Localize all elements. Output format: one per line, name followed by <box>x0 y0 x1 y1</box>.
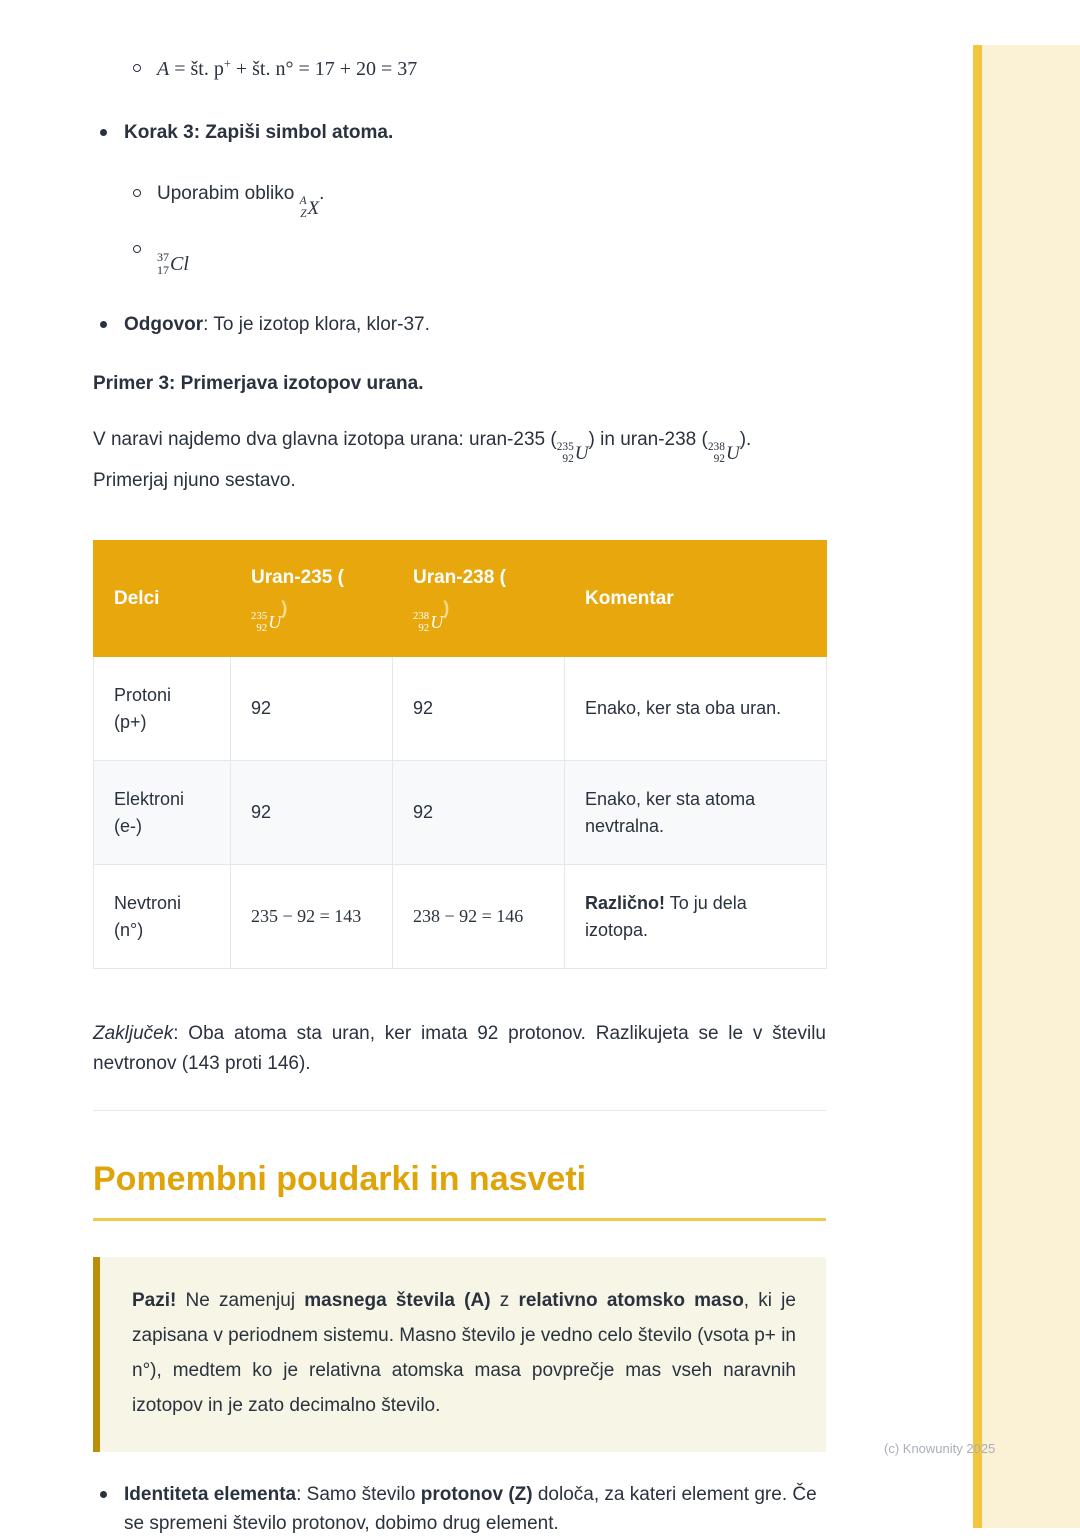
list-item-mass-number-result <box>133 54 826 85</box>
circle-bullet-icon <box>133 245 141 253</box>
list-item-uporabim-obliko <box>133 179 826 221</box>
nuclide-u-235-header: 235 92 U <box>251 610 282 635</box>
nuclide-cl-37: 37 17 Cl <box>157 249 189 278</box>
cell-u235-value: 92 <box>231 761 393 865</box>
nuclide-u-238-header: 238 92 U <box>413 610 444 635</box>
section-title-underline <box>93 1218 826 1221</box>
table-header-row <box>94 540 827 657</box>
section-divider <box>93 1110 826 1111</box>
uporabim-obliko-text: Uporabim obliko A Z X . <box>157 183 325 221</box>
table-row-elektroni <box>94 761 827 865</box>
odgovor-text: Odgovor: To je izotop klora, klor-37. <box>124 313 430 335</box>
cell-particle-name: Elektroni (e-) <box>94 761 231 865</box>
identiteta-text: Identiteta elementa: Samo število protonov (Z) določa, za kateri element gre. Če se spremeni število protonov, dobimo drug element. <box>124 1483 817 1534</box>
odgovor-label: Odgovor <box>124 313 204 335</box>
callout-pazi-label: Pazi! <box>132 1289 177 1311</box>
cell-u238-value: 92 <box>393 761 565 865</box>
warning-callout <box>93 1257 826 1452</box>
nuclide-u-235: 235 92 U <box>556 440 589 466</box>
korak3-title: Korak 3: Zapiši simbol atoma. <box>124 122 394 143</box>
cell-particle-name: Nevtroni (n°) <box>94 865 231 969</box>
document-content <box>93 0 826 1538</box>
disc-bullet-icon <box>100 129 107 136</box>
page-margin-strip <box>982 45 1080 1528</box>
isotope-comparison-table <box>93 540 827 970</box>
cell-u235-value: 92 <box>231 657 393 761</box>
header-delci: Delci <box>94 540 231 657</box>
zakljucek-paragraph: Zaključek: Oba atoma sta uran, ker imata 92 protonov. Razlikujeta se le v številu nevtronov (143 proti 146). <box>93 1023 826 1074</box>
cell-u238-value: 238 − 92 = 146 <box>393 865 565 969</box>
callout-text: Pazi! Ne zamenjuj masnega števila (A) z relativno atomsko maso, ki je zapisana v periodnem sistemu. Masno število je vedno celo število (vsota p+ in n°), medtem ko je relativna atomska masa povprečje mas vseh naravnih izotopov in je zato decimalno število. <box>132 1289 796 1417</box>
primer3-intro: V naravi najdemo dva glavna izotopa urana: uran-235 ( 235 92 U ) in uran-238 ( 238 92 U ). Primerjaj njuno sestavo. <box>93 428 752 492</box>
cell-komentar: Enako, ker sta atoma nevtralna. <box>565 761 827 865</box>
cell-particle-name: Protoni (p+) <box>94 657 231 761</box>
page-edge-accent <box>973 45 982 1528</box>
disc-bullet-icon <box>100 1491 107 1498</box>
list-item-chlorine-symbol <box>133 235 826 278</box>
cell-komentar: Različno! To ju dela izotopa. <box>565 865 827 969</box>
list-item-identiteta <box>100 1480 826 1538</box>
circle-bullet-icon <box>133 189 141 197</box>
table-row-protoni <box>94 657 827 761</box>
list-item-korak3 <box>100 118 826 147</box>
header-komentar: Komentar <box>565 540 827 657</box>
table-row-nevtroni <box>94 865 827 969</box>
header-uran-235: Uran-235 ( 235 92 U ) <box>231 540 393 657</box>
cell-u238-value: 92 <box>393 657 565 761</box>
primer3-title: Primer 3: Primerjava izotopov urana. <box>93 373 424 395</box>
list-item-odgovor <box>100 310 826 339</box>
circle-bullet-icon <box>133 64 141 72</box>
cell-u235-value: 235 − 92 = 143 <box>231 865 393 969</box>
chlorine-nuclide-wrap <box>157 235 189 278</box>
header-uran-238: Uran-238 ( 238 92 U ) <box>393 540 565 657</box>
nuclide-generic: A Z X <box>299 195 320 221</box>
section-title: Pomembni poudarki in nasveti <box>93 1160 587 1199</box>
equation-variable: A <box>157 58 170 80</box>
cell-komentar: Enako, ker sta oba uran. <box>565 657 827 761</box>
disc-bullet-icon <box>100 321 107 328</box>
zakljucek-label: Zaključek <box>93 1023 174 1045</box>
mass-number-equation: A = št. p+ + št. n° = 17 + 20 = 37 <box>157 56 418 80</box>
copyright-credit: (c) Knowunity 2025 <box>884 1441 996 1456</box>
nuclide-u-238: 238 92 U <box>707 440 740 466</box>
